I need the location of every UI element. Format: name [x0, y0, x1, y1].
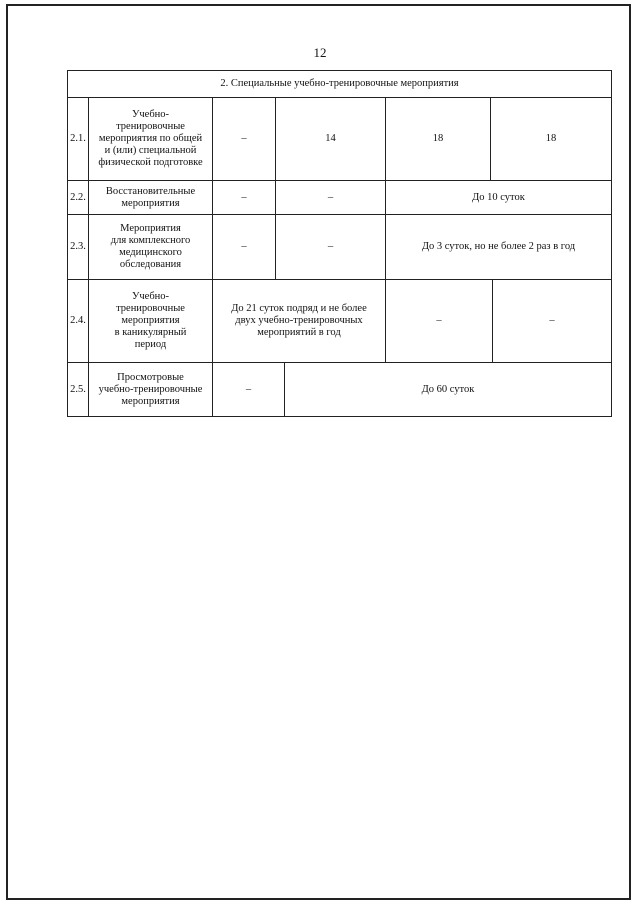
- row-number: 2.5.: [67, 362, 89, 417]
- table-cell-merged: До 60 суток: [284, 362, 612, 417]
- row-number: 2.1.: [67, 97, 89, 181]
- row-number: 2.3.: [67, 214, 89, 280]
- page-number: 12: [313, 45, 327, 60]
- table-cell: –: [212, 97, 276, 181]
- table-cell: 14: [275, 97, 386, 181]
- event-name: Просмотровые учебно-тренировочные мероприятия: [88, 362, 213, 417]
- table-cell: –: [275, 180, 386, 215]
- table-cell: –: [212, 214, 276, 280]
- table-cell-merged: До 3 суток, но не более 2 раз в год: [385, 214, 612, 280]
- event-name: Мероприятия для комплексного медицинского обследования: [88, 214, 213, 280]
- table-cell-merged: До 10 суток: [385, 180, 612, 215]
- event-name: Учебно- тренировочные мероприятия по общей и (или) специальной физической подготовке: [88, 97, 213, 181]
- table-cell: 18: [490, 97, 612, 181]
- row-number: 2.4.: [67, 279, 89, 363]
- table-cell-merged: До 21 суток подряд и не более двух учебно-тренировочных мероприятий в год: [212, 279, 386, 363]
- table-cell: –: [275, 214, 386, 280]
- table-cell: –: [212, 180, 276, 215]
- event-name: Восстановительные мероприятия: [88, 180, 213, 215]
- table-cell: –: [492, 279, 612, 363]
- row-number: 2.2.: [67, 180, 89, 215]
- table-cell: –: [212, 362, 285, 417]
- table-cell: –: [385, 279, 493, 363]
- section-header: 2. Специальные учебно-тренировочные мероприятия: [67, 70, 612, 98]
- table-cell: 18: [385, 97, 491, 181]
- event-name: Учебно- тренировочные мероприятия в каникулярный период: [88, 279, 213, 363]
